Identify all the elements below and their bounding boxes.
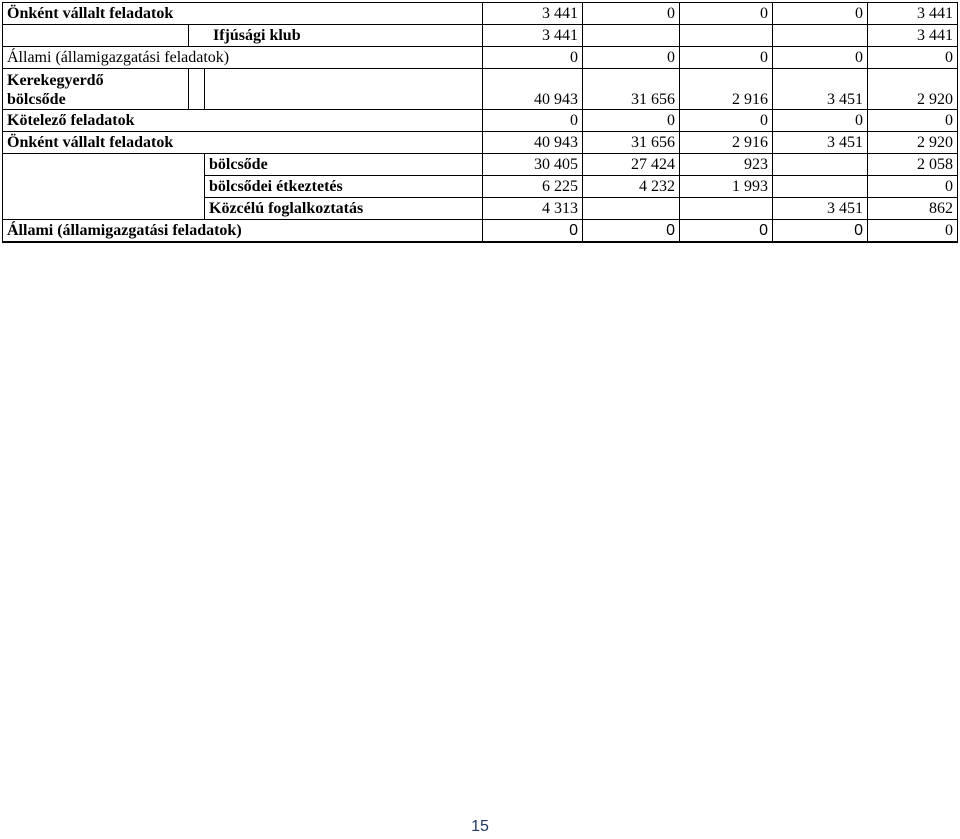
value-cell: 0 bbox=[868, 176, 958, 198]
value-cell: 0 bbox=[680, 3, 773, 25]
value-cell: 2 920 bbox=[868, 69, 958, 110]
value-cell: 3 451 bbox=[773, 198, 868, 220]
value-cell: 31 656 bbox=[583, 132, 680, 154]
row-label: Önként vállalt feladatok bbox=[3, 132, 483, 154]
value-cell: 31 656 bbox=[583, 69, 680, 110]
table-row bbox=[3, 47, 958, 69]
value-cell: 27 424 bbox=[583, 154, 680, 176]
value-cell: 2 058 bbox=[868, 154, 958, 176]
value-cell: 862 bbox=[868, 198, 958, 220]
row-label: Állami (államigazgatási feladatok) bbox=[3, 47, 483, 69]
empty-cell bbox=[3, 25, 189, 47]
value-cell: 0 bbox=[680, 220, 773, 243]
value-cell bbox=[680, 25, 773, 47]
value-cell bbox=[773, 154, 868, 176]
empty-cell bbox=[3, 176, 205, 198]
row-label: bölcsőde bbox=[205, 154, 483, 176]
value-cell: 3 441 bbox=[483, 3, 583, 25]
table-row bbox=[3, 176, 958, 198]
table-row bbox=[3, 198, 958, 220]
value-cell: 0 bbox=[773, 3, 868, 25]
row-label-line: bölcsőde bbox=[7, 91, 66, 108]
value-cell: 0 bbox=[868, 110, 958, 132]
empty-cell bbox=[189, 69, 205, 110]
value-cell: 3 441 bbox=[483, 25, 583, 47]
page-number: 15 bbox=[471, 818, 489, 835]
value-cell: 3 451 bbox=[773, 132, 868, 154]
value-cell bbox=[583, 25, 680, 47]
value-cell: 4 232 bbox=[583, 176, 680, 198]
value-cell: 4 313 bbox=[483, 198, 583, 220]
row-label: Kötelező feladatok bbox=[3, 110, 483, 132]
value-cell: 2 920 bbox=[868, 132, 958, 154]
value-cell bbox=[773, 25, 868, 47]
value-cell: 0 bbox=[583, 110, 680, 132]
budget-table bbox=[2, 2, 958, 243]
table-row bbox=[3, 69, 958, 110]
value-cell: 0 bbox=[773, 47, 868, 69]
value-cell: 1 993 bbox=[680, 176, 773, 198]
value-cell: 0 bbox=[483, 110, 583, 132]
table-row bbox=[3, 220, 958, 243]
empty-cell bbox=[205, 69, 483, 110]
value-cell: 923 bbox=[680, 154, 773, 176]
row-label-line: Kerekegyerdő bbox=[7, 72, 104, 89]
value-cell: 0 bbox=[868, 220, 958, 243]
table-row bbox=[3, 3, 958, 25]
value-cell bbox=[583, 198, 680, 220]
value-cell: 0 bbox=[483, 220, 583, 243]
table-row bbox=[3, 132, 958, 154]
value-cell: 0 bbox=[583, 3, 680, 25]
empty-cell bbox=[3, 154, 205, 176]
value-cell: 0 bbox=[680, 47, 773, 69]
table-row bbox=[3, 25, 958, 47]
row-label: Önként vállalt feladatok bbox=[3, 3, 483, 25]
row-label: bölcsődei étkeztetés bbox=[205, 176, 483, 198]
value-cell bbox=[680, 198, 773, 220]
table-row bbox=[3, 110, 958, 132]
value-cell: 40 943 bbox=[483, 69, 583, 110]
value-cell: 0 bbox=[583, 220, 680, 243]
empty-cell bbox=[3, 198, 205, 220]
value-cell: 3 441 bbox=[868, 3, 958, 25]
value-cell: 0 bbox=[773, 110, 868, 132]
row-label: Állami (államigazgatási feladatok) bbox=[3, 220, 483, 243]
value-cell: 2 916 bbox=[680, 132, 773, 154]
value-cell: 3 451 bbox=[773, 69, 868, 110]
value-cell: 0 bbox=[773, 220, 868, 243]
table-row bbox=[3, 154, 958, 176]
value-cell: 6 225 bbox=[483, 176, 583, 198]
row-label: Közcélú foglalkoztatás bbox=[205, 198, 483, 220]
value-cell bbox=[773, 176, 868, 198]
row-label bbox=[3, 69, 189, 110]
value-cell: 2 916 bbox=[680, 69, 773, 110]
value-cell: 0 bbox=[680, 110, 773, 132]
value-cell: 3 441 bbox=[868, 25, 958, 47]
value-cell: 0 bbox=[583, 47, 680, 69]
row-label: Ifjúsági klub bbox=[189, 25, 483, 47]
value-cell: 0 bbox=[483, 47, 583, 69]
value-cell: 40 943 bbox=[483, 132, 583, 154]
value-cell: 30 405 bbox=[483, 154, 583, 176]
value-cell: 0 bbox=[868, 47, 958, 69]
